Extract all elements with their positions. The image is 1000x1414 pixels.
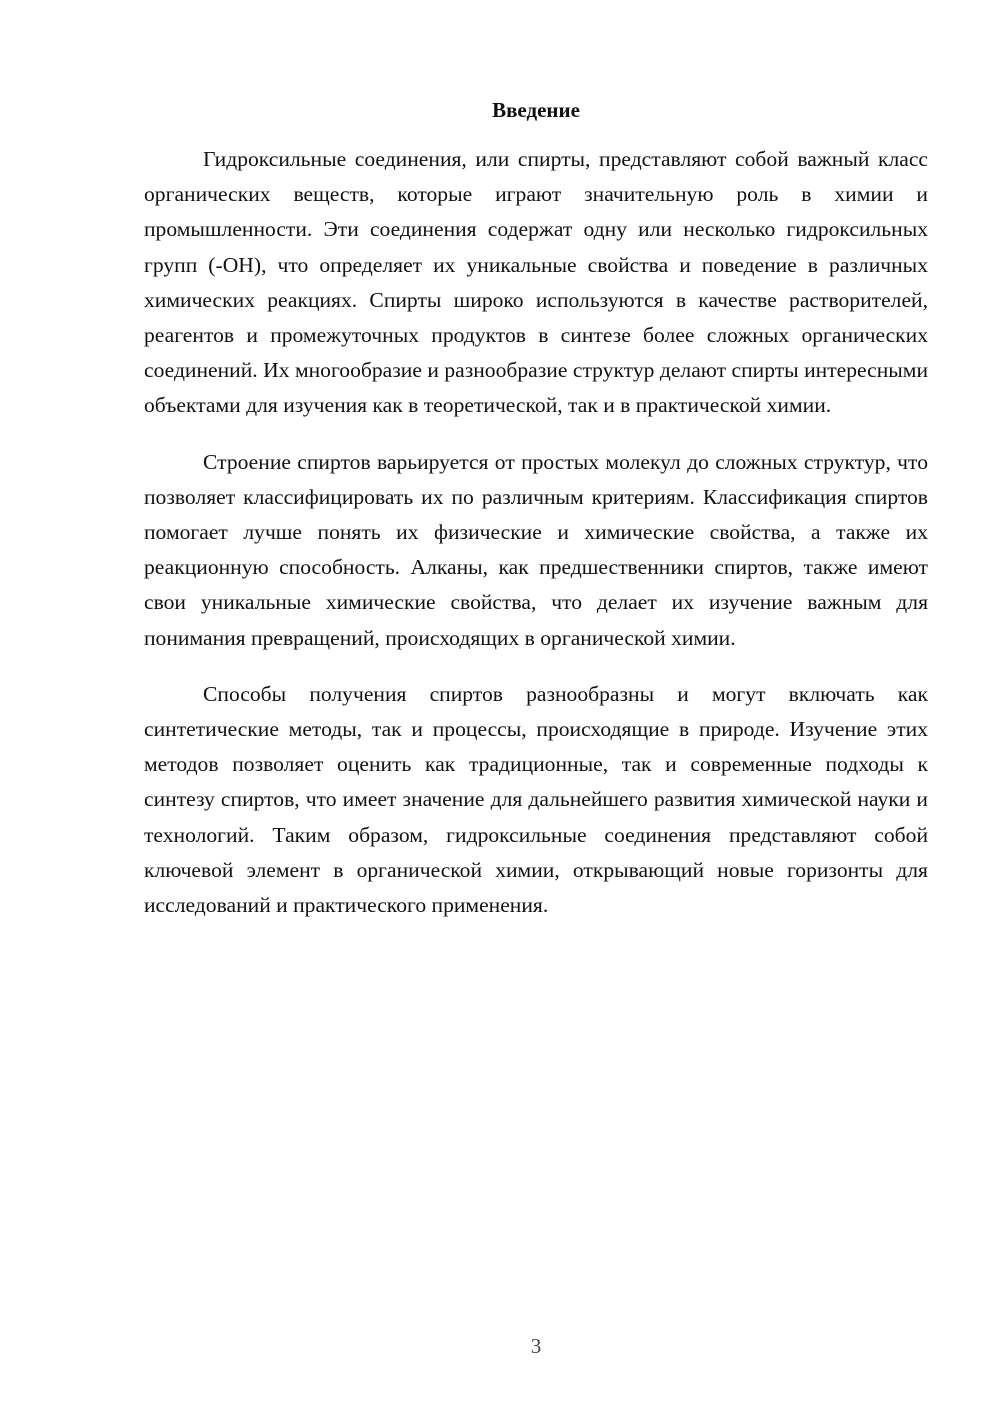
paragraph-1: Гидроксильные соединения, или спирты, представляют собой важный класс органических веществ, которые играют значительную роль в химии и промышленности. Эти соединения содержат одну или несколько гидроксильных групп (-OH), что определяет их уникальные свойства и поведение в различных химических реакциях. Спирты широко используются в качестве растворителей, реагентов и промежуточных продуктов в синтезе более сложных органических соединений. Их многообразие и разнообразие структур делают спирты интересными объектами для изучения как в теоретической, так и в практической химии.	[144, 147, 928, 418]
section-title: Введение	[492, 98, 580, 122]
page-content	[144, 96, 928, 944]
page-number: 3	[530, 1334, 542, 1358]
paragraph-2: Строение спиртов варьируется от простых молекул до сложных структур, что позволяет классифицировать их по различным критериям. Классификация спиртов помогает лучше понять их физические и химические свойства, а также их реакционную способность. Алканы, как предшественники спиртов, также имеют свои уникальные химические свойства, что делает их изучение важным для понимания превращений, происходящих в органической химии.	[144, 449, 928, 650]
paragraph-3: Способы получения спиртов разнообразны и могут включать как синтетические методы, так и процессы, происходящие в природе. Изучение этих методов позволяет оценить как традиционные, так и современные подходы к синтезу спиртов, что имеет значение для дальнейшего развития химической науки и технологий. Таким образом, гидроксильные соединения представляют собой ключевой элемент в органической химии, открывающий новые горизонты для исследований и практического применения.	[144, 681, 928, 918]
